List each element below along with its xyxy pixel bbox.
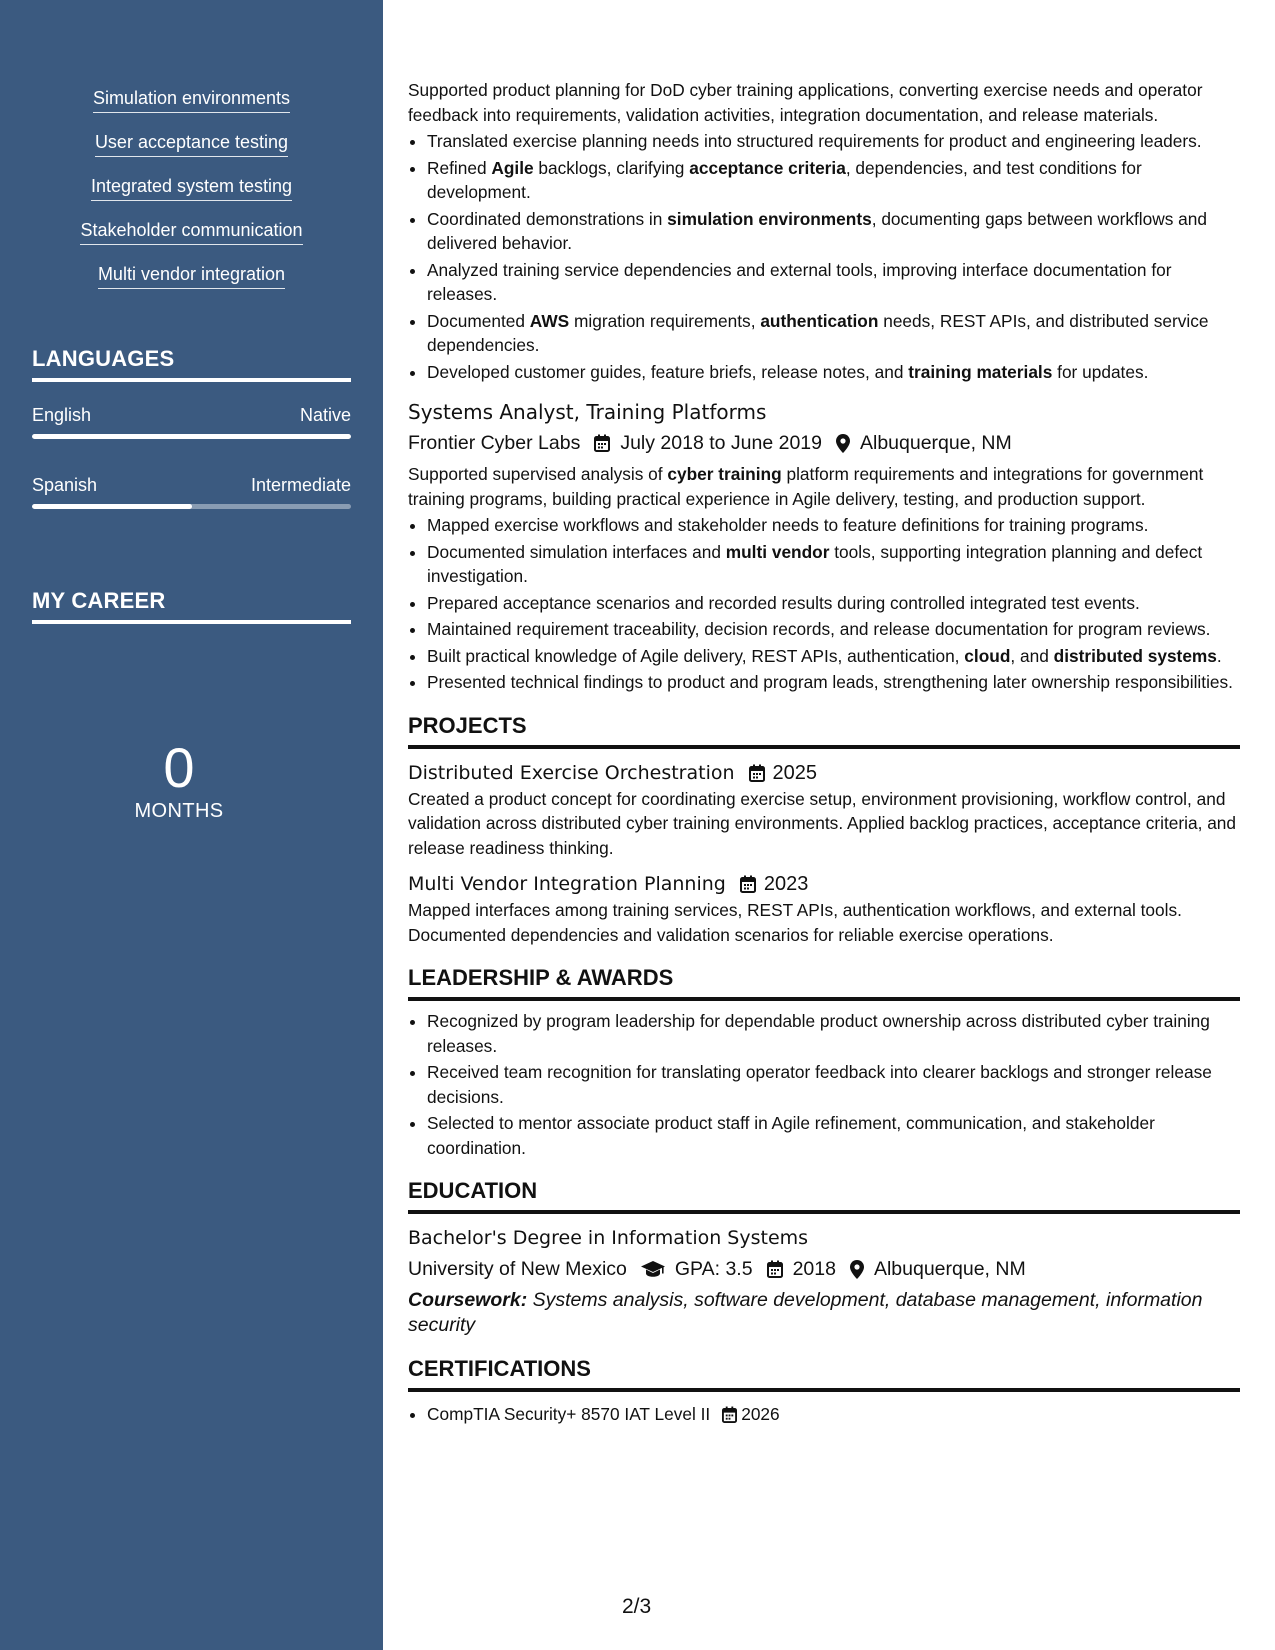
text-segment: Documented: [427, 310, 530, 331]
list-item: [427, 156, 1240, 205]
bold-text: authentication: [760, 310, 879, 331]
job-location: Albuquerque, NM: [859, 432, 1012, 454]
text-segment: Developed customer guides, feature briefs, release notes, and: [427, 361, 909, 382]
text-segment: Presented technical findings to product and program leads, strengthening later ownership responsibilities.: [427, 672, 1233, 692]
language-bar-fill: [32, 434, 351, 439]
certification-name: • CompTIA Security+ 8570 IAT Level II: [427, 1404, 711, 1424]
skill-item: Multi vendor integration: [98, 262, 285, 289]
job-dates: July 2018 to June 2019: [620, 432, 822, 454]
languages-heading: LANGUAGES: [32, 346, 351, 382]
language-row-spanish: [32, 475, 351, 496]
gpa: GPA: 3.5: [674, 1258, 753, 1280]
education-meta: [408, 1254, 1240, 1284]
list-item: [427, 129, 1240, 154]
bold-text: simulation environments: [667, 208, 872, 229]
calendar-icon: [749, 764, 765, 782]
coursework-label: Coursework:: [408, 1289, 528, 1311]
text-segment: Coordinated demonstrations in: [427, 208, 668, 229]
certification-year: 2026: [741, 1404, 780, 1424]
job-bullets: [408, 129, 1240, 384]
text-segment: migration requirements,: [569, 310, 761, 331]
list-item: [427, 591, 1240, 616]
sidebar: [0, 0, 383, 1650]
career-heading: MY CAREER: [32, 588, 351, 624]
list-item: [427, 360, 1240, 385]
list-item: • Selected to mentor associate product staff in Agile refinement, communication, and stakeholder coordination.: [427, 1111, 1240, 1160]
text-segment: Built practical knowledge of Agile delivery, REST APIs, authentication,: [427, 645, 965, 666]
calendar-icon: [594, 434, 610, 452]
text-segment: Documented simulation interfaces and: [427, 541, 726, 562]
leadership-heading: LEADERSHIP & AWARDS: [408, 963, 1240, 1001]
language-bar-fill: [32, 504, 192, 509]
skill-item: Integrated system testing: [91, 174, 292, 201]
skills-list: [0, 86, 383, 306]
list-item: [427, 644, 1240, 669]
list-item: [427, 258, 1240, 307]
skill-item: Stakeholder communication: [80, 218, 302, 245]
company-name: Frontier Cyber Labs: [408, 432, 581, 454]
education-location: Albuquerque, NM: [873, 1258, 1026, 1280]
project-year: 2023: [763, 873, 809, 895]
map-pin-icon: [836, 434, 850, 453]
bold-text: cyber training: [667, 464, 782, 484]
language-level: Intermediate: [250, 475, 351, 495]
text-segment: , and: [1010, 645, 1054, 666]
project-title: Multi Vendor Integration Planning: [408, 873, 726, 895]
text-segment: .: [1216, 645, 1222, 666]
skill-item: Simulation environments: [93, 86, 290, 113]
calendar-icon: [767, 1260, 783, 1278]
text-segment: backlogs, clarifying: [533, 157, 690, 178]
project-description: Created a product concept for coordinating exercise setup, environment provisioning, workflow control, and validation across distributed cyber training environments. Applied backlog practices, acceptance criteria, and release readiness thinking.: [408, 788, 1237, 858]
job-meta: [408, 428, 1240, 458]
text-segment: Translated exercise planning needs into structured requirements for product and engineering leaders.: [427, 131, 1202, 151]
list-item: [427, 309, 1240, 358]
certifications-list: [408, 1402, 1240, 1427]
projects-heading: PROJECTS: [408, 711, 1240, 749]
graduation-cap-icon: [641, 1260, 665, 1278]
list-item: [427, 207, 1240, 256]
job-title: Systems Analyst, Training Platforms: [408, 400, 767, 424]
language-bar-english: [32, 434, 351, 439]
list-item: [427, 513, 1240, 538]
list-item: [427, 540, 1240, 589]
project-title: Distributed Exercise Orchestration: [408, 761, 735, 784]
text-segment: tools, supporting integration planning and defect investigation.: [427, 541, 1203, 586]
bold-text: distributed systems: [1053, 645, 1217, 666]
language-name: English: [32, 405, 92, 425]
degree-title: Bachelor's Degree in Information Systems: [408, 1227, 809, 1249]
text-segment: platform requirements and integrations for government training programs, building practical experience in Agile delivery, testing, and production support.: [408, 464, 1204, 509]
leadership-list: [408, 1009, 1240, 1160]
coursework: [408, 1288, 1240, 1338]
coursework-text: Systems analysis, software development, database management, information security: [408, 1289, 1203, 1336]
bold-text: training materials: [908, 361, 1053, 382]
job-summary: [408, 462, 1240, 511]
text-segment: Supported supervised analysis of: [408, 464, 668, 484]
list-item: • Recognized by program leadership for dependable product ownership across distributed cyber training releases.: [427, 1009, 1240, 1058]
map-pin-icon: [850, 1260, 864, 1279]
text-segment: Mapped exercise workflows and stakeholder needs to feature definitions for training programs.: [427, 515, 1149, 535]
school-name: University of New Mexico: [408, 1258, 627, 1280]
text-segment: Analyzed training service dependencies and external tools, improving interface documentation for releases.: [427, 259, 1172, 304]
project-title-row: [408, 759, 1240, 787]
language-name: Spanish: [32, 475, 98, 495]
language-bar-spanish: [32, 504, 351, 509]
text-segment: Prepared acceptance scenarios and recorded results during controlled integrated test events.: [427, 592, 1140, 613]
language-level: Native: [299, 405, 351, 425]
text-segment: needs, REST APIs, and distributed service dependencies.: [427, 310, 1209, 355]
text-segment: Maintained requirement traceability, decision records, and release documentation for program reviews.: [427, 619, 1211, 639]
skill-item: User acceptance testing: [95, 130, 288, 157]
page-number: 2/3: [622, 1595, 652, 1618]
list-item: [427, 670, 1240, 695]
bold-text: cloud: [964, 645, 1011, 666]
text-segment: for updates.: [1052, 361, 1149, 382]
list-item: [427, 617, 1240, 642]
text-segment: , dependencies, and test conditions for development.: [427, 157, 1142, 202]
calendar-icon: [740, 875, 756, 893]
calendar-icon: [722, 1406, 737, 1423]
text-segment: Refined: [427, 157, 492, 178]
text-segment: , documenting gaps between workflows and delivered behavior.: [427, 208, 1207, 253]
certifications-heading: CERTIFICATIONS: [408, 1354, 1240, 1392]
bold-text: AWS: [529, 310, 570, 331]
career-duration-unit: MONTHS: [134, 800, 224, 822]
project-year: 2025: [772, 761, 818, 784]
education-heading: EDUCATION: [408, 1176, 1240, 1214]
list-item: • Received team recognition for translating operator feedback into clearer backlogs and stronger release decisions.: [427, 1060, 1240, 1109]
career-duration-value: 0: [163, 736, 195, 799]
main-content: [408, 78, 1240, 1429]
job-bullets: [408, 513, 1240, 695]
graduation-year: 2018: [792, 1258, 836, 1280]
bold-text: acceptance criteria: [689, 157, 846, 178]
list-item: [427, 1402, 1240, 1427]
bold-text: Agile: [491, 157, 534, 178]
project-title-row: [408, 870, 1240, 898]
project-description: Mapped interfaces among training services, REST APIs, authentication workflows, and external tools. Documented dependencies and validation scenarios for reliable exercise operations.: [408, 900, 1182, 945]
bold-text: multi vendor: [725, 541, 830, 562]
language-row-english: [32, 405, 351, 426]
job-summary: Supported product planning for DoD cyber training applications, converting exercise needs and operator feedback into requirements, validation activities, integration documentation, and release materials.: [408, 80, 1203, 125]
